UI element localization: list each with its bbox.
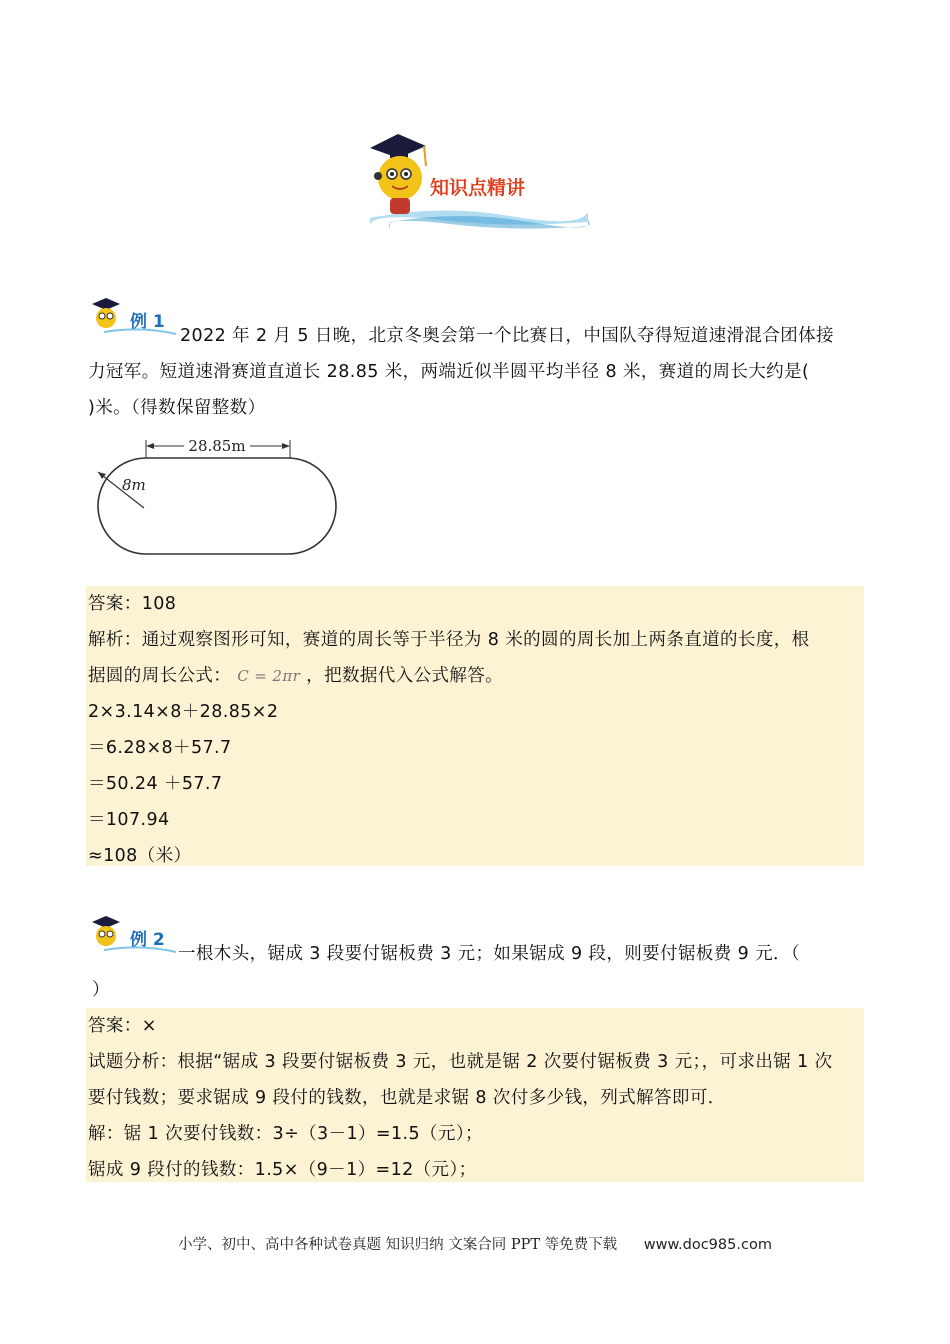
answer-2-line-3: 要付钱数；要求锯成 9 段付的钱数，也就是求锯 8 次付多少钱，列式解答即可．: [88, 1088, 726, 1108]
footer-text: 小学、初中、高中各种试卷真题 知识归纳 文案合同 PPT 等免费下载: [178, 1237, 618, 1253]
svg-text:例 1: 例 1: [130, 312, 165, 332]
svg-text:例 2: 例 2: [130, 930, 165, 950]
answer-1-line-2: 解析：通过观察图形可知，赛道的周长等于半径为 8 米的圆的周长加上两条直道的长度，根: [88, 630, 810, 650]
answer-1-line-8: ≈108（米）: [88, 846, 192, 866]
banner-title: 知识点精讲: [430, 177, 526, 199]
circumference-formula: C = 2πr: [237, 667, 301, 685]
example-2-line-1: 一根木头，锯成 3 段要付锯板费 3 元；如果锯成 9 段，则要付锯板费 9 元．（: [178, 944, 801, 964]
answer-1-line-6: ＝50.24 ＋57.7: [88, 774, 223, 794]
answer-1-line-4: 2×3.14×8＋28.85×2: [88, 702, 279, 722]
track-diagram: [88, 430, 350, 560]
answer-2-line-2: 试题分析：根据“锯成 3 段要付锯板费 3 元，也就是锯 2 次要付锯板费 3 元；，可求出锯 1 次: [88, 1052, 833, 1072]
answer-1-line-5: ＝6.28×8＋57.7: [88, 738, 232, 758]
answer-2-line-1: 答案：×: [88, 1016, 157, 1036]
answer-1-line-7: ＝107.94: [88, 810, 170, 830]
section-banner: [360, 126, 590, 234]
example-1-line-3: )米。（得数保留整数）: [88, 398, 266, 418]
example-1-badge: [90, 296, 178, 344]
page-footer: [0, 1233, 950, 1254]
length-label: 28.85m: [188, 437, 246, 455]
example-1-line-2: 力冠军。短道速滑赛道直道长 28.85 米，两端近似半圆平均半径 8 米，赛道的周长大约是(: [88, 362, 810, 382]
answer-1-line-1: 答案：108: [88, 594, 177, 614]
example-1-line-1: 2022 年 2 月 5 日晚，北京冬奥会第一个比赛日，中国队夺得短道速滑混合团体接: [180, 326, 834, 346]
example-2-badge: [90, 914, 178, 962]
footer-url[interactable]: www.doc985.com: [643, 1237, 772, 1253]
radius-label: 8m: [122, 476, 146, 494]
answer-2-line-4: 解：锯 1 次要付钱数：3÷（3－1）=1.5（元）；: [88, 1124, 483, 1144]
teacher-mascot-icon: [360, 126, 590, 234]
answer-2-line-5: 锯成 9 段付的钱数：1.5×（9－1）=12（元）；: [88, 1160, 477, 1180]
example-1-answer: [86, 586, 864, 866]
answer-1-line-3: 据圆的周长公式： C = 2πr ，把数据代入公式解答。: [88, 666, 504, 686]
example-2-line-2: ）: [92, 980, 110, 1000]
example-2-answer: [86, 1008, 864, 1182]
